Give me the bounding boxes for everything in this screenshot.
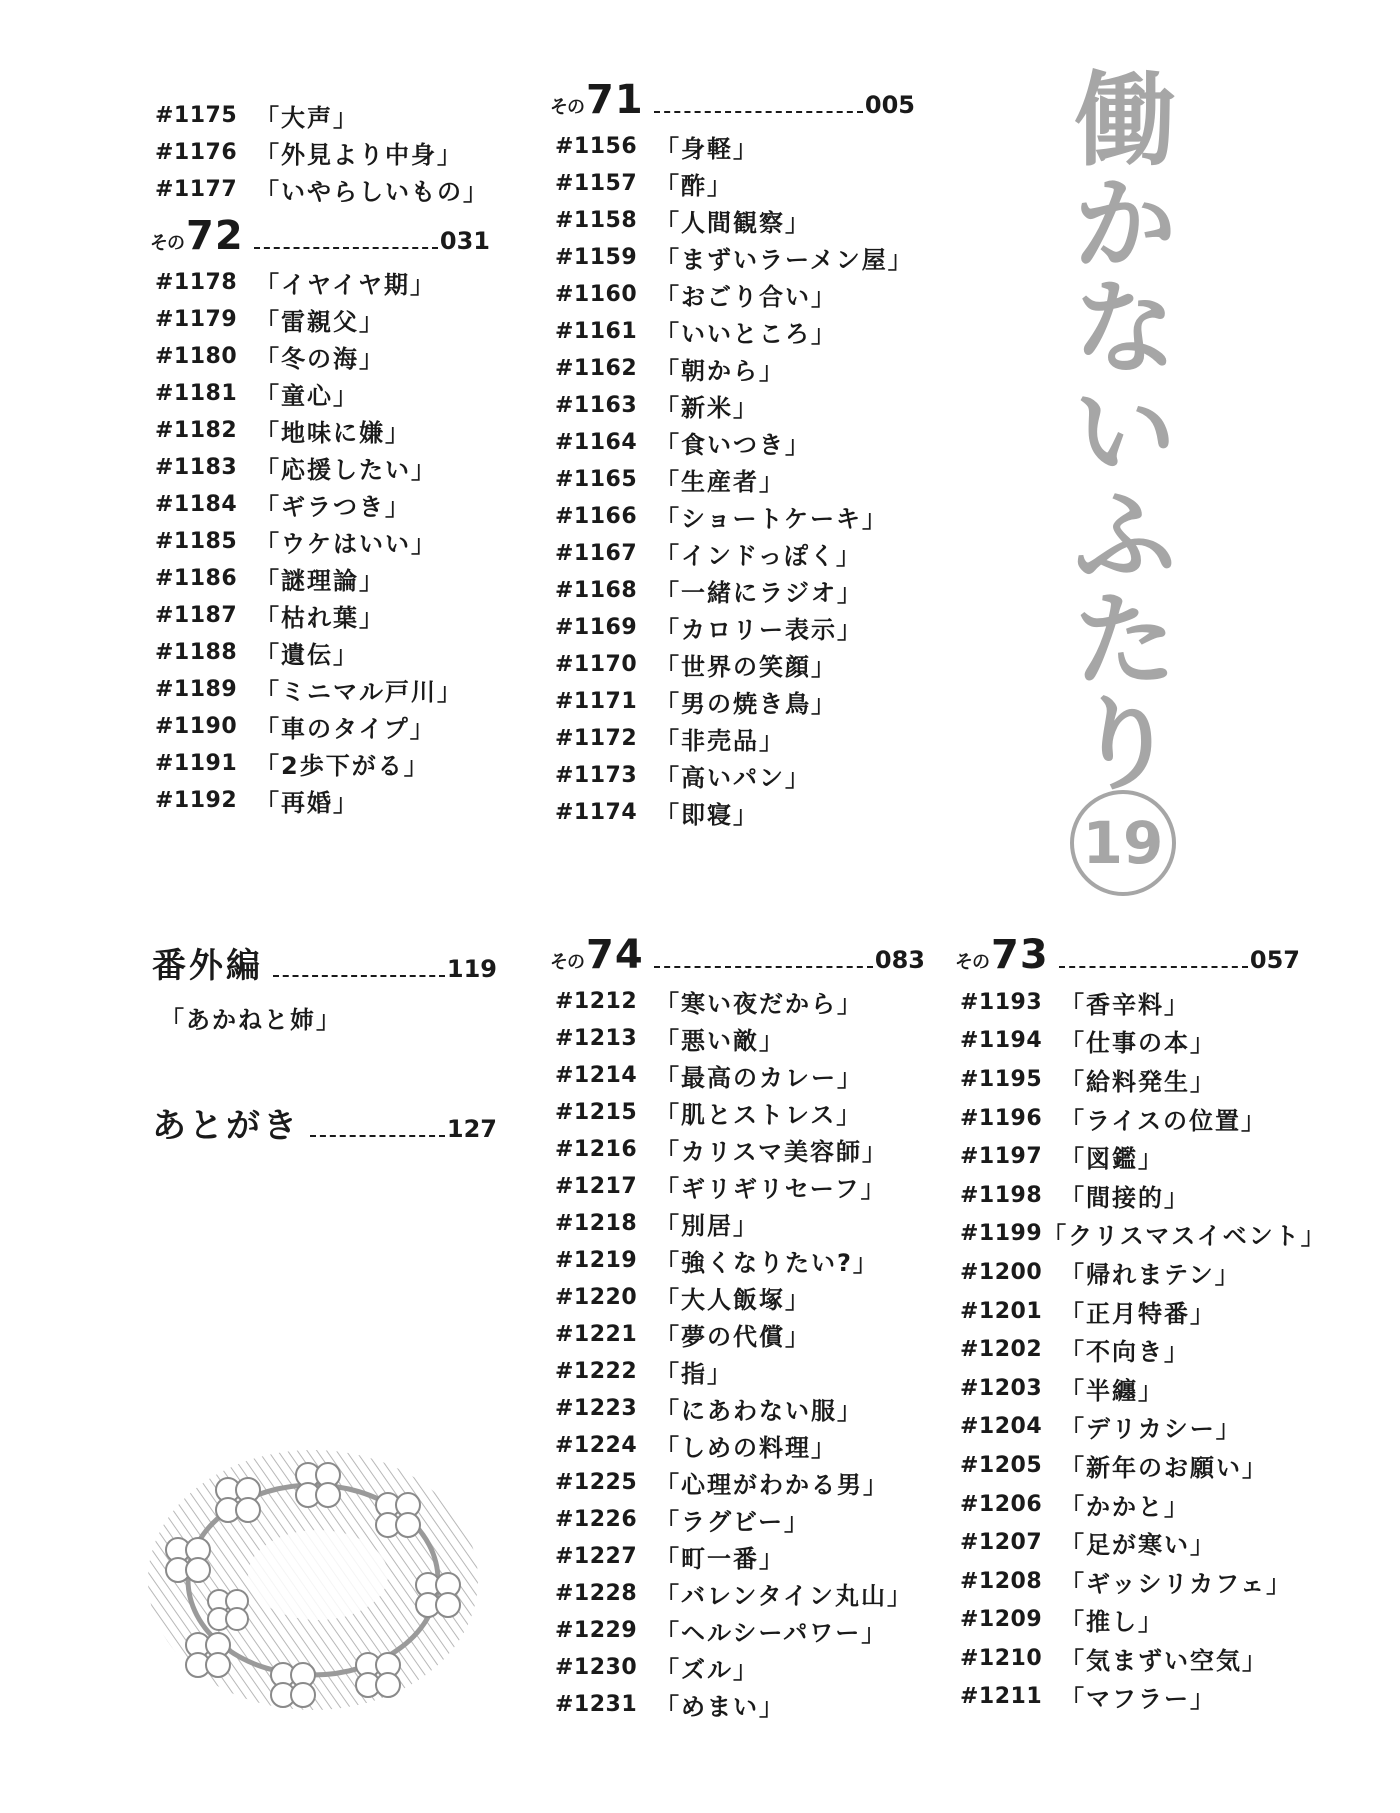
toc-entry[interactable] [960,1022,1300,1061]
toc-entry[interactable] [155,671,490,708]
episode-number: #1173 [555,763,638,788]
episode-number: #1225 [555,1470,638,1495]
episode-title: 「ギラつき」 [255,493,411,521]
episode-title: 「香辛料」 [1060,990,1190,1019]
episode-title: 「めまい」 [655,1693,785,1721]
title-char: な [1074,270,1176,389]
episode-number: #1194 [960,1028,1043,1054]
toc-entry[interactable] [555,794,915,831]
episode-title: 「ヘルシーパワー」 [655,1619,888,1647]
episode-number: #1229 [555,1618,638,1643]
episode-number: #1220 [555,1285,638,1310]
episode-number: #1182 [155,418,238,443]
episode-number: #1167 [555,541,638,566]
toc-entry[interactable] [555,498,915,535]
episode-number: #1224 [555,1433,638,1458]
episode-number: #1201 [960,1298,1043,1324]
toc-entry[interactable] [960,1176,1300,1215]
episode-title: 「バレンタイン丸山」 [655,1582,913,1610]
episode-number: #1211 [960,1684,1043,1710]
episode-number: #1204 [960,1414,1043,1440]
atogaki-label: あとがき [152,1106,300,1146]
section-header-72[interactable] [150,213,490,264]
episode-number: #1223 [555,1396,638,1421]
toc-entry[interactable] [555,757,915,794]
episode-number: #1156 [555,134,638,159]
episode-title: 「新米」 [655,394,759,422]
volume-badge [1070,790,1176,896]
toc-entry[interactable] [155,708,490,745]
leader-dots [654,966,873,968]
episode-title: 「クリスマスイベント」 [1042,1222,1327,1251]
episode-title: 「カリスマ美容師」 [655,1138,889,1166]
title-char: ふ [1074,478,1176,597]
leader-dots [654,111,863,113]
episode-number: #1176 [155,140,238,165]
episode-number: #1230 [555,1655,638,1680]
episode-title: 「インドっぽく」 [655,542,863,570]
episode-number: #1212 [555,989,638,1014]
section-header-71[interactable] [550,77,915,128]
episode-title: 「食いつき」 [655,431,811,459]
title-char: た [1074,582,1176,701]
title-char: か [1074,166,1176,285]
episode-title: 「ギッシリカフェ」 [1060,1569,1293,1598]
title-char: い [1074,374,1176,493]
episode-number: #1168 [555,578,638,603]
episode-list-s71 [555,128,915,831]
episode-number: #1210 [960,1645,1043,1671]
episode-number: #1183 [155,455,238,480]
episode-number: #1186 [155,566,238,591]
episode-title: 「世界の笑顔」 [655,653,837,681]
episode-title: 「身軽」 [655,135,759,163]
episode-title: 「ライスの位置」 [1060,1106,1268,1135]
episode-number: #1178 [155,270,238,295]
page-number: 057 [1249,946,1300,974]
episode-number: #1177 [155,177,238,202]
episode-number: #1159 [555,245,638,270]
episode-title: 「強くなりたい?」 [655,1249,879,1277]
episode-title: 「一緒にラジオ」 [655,579,863,607]
toc-entry[interactable] [155,338,490,375]
episode-title: 「別居」 [655,1212,759,1240]
episode-number: #1189 [155,677,238,702]
episode-number: #1200 [960,1259,1043,1285]
episode-title: 「間接的」 [1060,1183,1190,1212]
episode-title: 「カロリー表示」 [655,616,863,644]
episode-title: 「まずいラーメン屋」 [655,246,914,274]
section-number: 71 [586,77,644,123]
toc-entry[interactable] [155,301,490,338]
toc-entry[interactable] [555,1649,925,1686]
episode-title: 「肌とストレス」 [655,1101,863,1129]
toc-entry[interactable] [960,1330,1300,1369]
page-number: 083 [874,946,925,974]
toc-entry[interactable] [960,1137,1300,1176]
page-number: 031 [439,227,490,255]
episode-number: #1192 [155,788,238,813]
episode-number: #1203 [960,1375,1043,1401]
episode-number: #1161 [555,319,638,344]
episode-title: 「外見より中身」 [255,141,463,169]
toc-entry[interactable] [555,572,915,609]
toc-entry[interactable] [155,375,490,412]
toc-entry[interactable] [555,1575,925,1612]
toc-entry[interactable] [555,983,925,1020]
episode-title: 「気まずい空気」 [1060,1646,1268,1675]
toc-entry[interactable] [555,128,915,165]
leader-dots [1059,966,1248,968]
section-header-74[interactable] [550,932,925,983]
section-prefix: その [150,233,184,254]
episode-title: 「ズル」 [655,1656,759,1684]
episode-title: 「デリカシー」 [1060,1415,1242,1444]
episode-number: #1164 [555,430,638,455]
episode-title: 「応援したい」 [255,456,437,484]
atogaki-header[interactable] [152,1098,497,1147]
episode-title: 「ギリギリセーフ」 [655,1175,887,1203]
episode-title: 「推し」 [1060,1608,1164,1637]
toc-entry[interactable] [555,424,915,461]
episode-title: 「謎理論」 [255,567,385,595]
toc-column-left-top [150,97,490,819]
episode-number: #1184 [155,492,238,517]
episode-number: #1170 [555,652,638,677]
toc-entry[interactable] [555,165,915,202]
episode-number: #1202 [960,1337,1043,1363]
toc-entry[interactable] [960,1099,1300,1138]
leader-dots [310,1135,445,1137]
toc-column-middle-bottom [550,932,925,1723]
episode-number: #1208 [960,1568,1043,1594]
episode-title: 「いやらしいもの」 [255,178,489,206]
toc-entry[interactable] [155,560,490,597]
section-prefix: その [550,97,584,118]
episode-title: 「給料発生」 [1060,1067,1216,1096]
episode-number: #1195 [960,1066,1043,1092]
toc-entry[interactable] [555,1094,925,1131]
episode-number: #1191 [155,751,238,776]
episode-number: #1171 [555,689,638,714]
episode-title: 「車のタイプ」 [255,715,436,743]
toc-entry[interactable] [155,449,490,486]
episode-number: #1160 [555,282,638,307]
toc-entry[interactable] [555,276,915,313]
toc-entry[interactable] [960,1601,1300,1640]
episode-number: #1218 [555,1211,638,1236]
episode-title: 「悪い敵」 [655,1027,785,1055]
toc-entry[interactable] [555,387,915,424]
episode-title: 「地味に嫌」 [255,419,411,447]
page-number: 127 [446,1115,497,1143]
episode-number: #1231 [555,1692,638,1717]
bangai-header[interactable] [152,938,497,987]
episode-number: #1187 [155,603,238,628]
episode-title: 「2歩下がる」 [255,752,430,780]
toc-entry[interactable] [960,1639,1300,1678]
clover-wreath-illustration [128,1405,488,1725]
book-title-vertical [1055,62,1195,805]
episode-title: 「おごり合い」 [655,283,837,311]
toc-entry[interactable] [160,999,497,1036]
episode-number: #1214 [555,1063,638,1088]
toc-entry[interactable] [960,1060,1300,1099]
episode-title: 「即寝」 [655,801,759,829]
episode-number: #1174 [555,800,638,825]
toc-entry[interactable] [155,597,490,634]
toc-entry[interactable] [555,1501,925,1538]
episode-title: 「仕事の本」 [1060,1029,1216,1058]
episode-title: 「最高のカレー」 [655,1064,863,1092]
toc-entry[interactable] [960,1446,1300,1485]
episode-number: #1190 [155,714,238,739]
episode-title: 「童心」 [255,382,359,410]
episode-title: 「にあわない服」 [655,1397,863,1425]
page-number: 005 [864,91,915,119]
episode-title: 「枯れ葉」 [255,604,385,632]
episode-number: #1198 [960,1182,1043,1208]
episode-number: #1157 [555,171,638,196]
toc-entry[interactable] [960,1292,1300,1331]
episode-title: 「大人飯塚」 [655,1286,811,1314]
episode-title: 「イヤイヤ期」 [255,271,437,299]
toc-entry[interactable] [555,350,915,387]
episode-title: 「ミニマル戸川」 [255,678,463,706]
page-number: 119 [446,955,497,983]
episode-title: 「男の焼き鳥」 [655,690,837,718]
leader-dots [273,975,445,977]
toc-entry[interactable] [555,1427,925,1464]
episode-title: 「ウケはいい」 [255,530,437,558]
toc-entry[interactable] [155,264,490,301]
episode-number: #1196 [960,1105,1043,1131]
episode-number: #1166 [555,504,638,529]
toc-entry[interactable] [555,1242,925,1279]
episode-title: 「あかねと姉」 [160,1006,342,1034]
toc-entry[interactable] [555,313,915,350]
episode-title: 「指」 [655,1360,733,1388]
episode-title: 「しめの料理」 [655,1434,837,1462]
episode-number: #1197 [960,1144,1043,1170]
toc-entry[interactable] [555,1131,925,1168]
episode-title: 「足が寒い」 [1060,1531,1216,1560]
toc-entry[interactable] [555,683,915,720]
toc-entry[interactable] [960,1562,1300,1601]
episode-list-s73 [960,983,1327,1716]
episode-title: 「酢」 [655,172,733,200]
episode-title: 「高いパン」 [655,764,811,792]
episode-number: #1216 [555,1137,638,1162]
title-char: り [1074,686,1176,805]
toc-entry[interactable] [155,97,490,134]
toc-entry[interactable] [155,523,490,560]
toc-entry[interactable] [960,983,1300,1022]
toc-entry[interactable] [155,486,490,523]
episode-title: 「心理がわかる男」 [655,1471,889,1499]
episode-title: 「不向き」 [1060,1338,1190,1367]
episode-title: 「生産者」 [655,468,785,496]
episode-title: 「雷親父」 [255,308,385,336]
episode-title: 「ショートケーキ」 [655,505,889,533]
episode-list-s72 [155,264,490,819]
episode-title: 「図鑑」 [1060,1145,1164,1174]
episode-number: #1205 [960,1452,1043,1478]
toc-entry[interactable] [555,1464,925,1501]
toc-entry[interactable] [555,1538,925,1575]
toc-entry[interactable] [960,1369,1300,1408]
episode-number: #1181 [155,381,238,406]
episode-title: 「冬の海」 [255,345,385,373]
episode-number: #1175 [155,103,238,128]
episode-title: 「かかと」 [1060,1492,1190,1521]
toc-entry[interactable] [960,1253,1300,1292]
toc-entry[interactable] [155,782,490,819]
section-prefix: その [955,952,989,973]
episode-title: 「朝から」 [655,357,785,385]
section-header-73[interactable] [955,932,1300,983]
episode-number: #1169 [555,615,638,640]
episode-number: #1209 [960,1607,1043,1633]
toc-entry[interactable] [555,1612,925,1649]
episode-title: 「大声」 [255,104,359,132]
episode-number: #1185 [155,529,238,554]
episode-number: #1199 [960,1221,1043,1247]
episode-number: #1213 [555,1026,638,1051]
section-number: 72 [186,213,244,259]
episode-title: 「再婚」 [255,789,359,817]
section-number: 73 [991,932,1049,978]
episode-number: #1226 [555,1507,638,1532]
episode-number: #1165 [555,467,638,492]
toc-column-right-bottom [955,932,1327,1716]
episode-number: #1193 [960,989,1043,1015]
episode-title: 「町一番」 [655,1545,785,1573]
episode-title: 「半纏」 [1060,1376,1164,1405]
episode-list-s74 [555,983,925,1723]
episode-number: #1179 [155,307,238,332]
episode-number: #1206 [960,1491,1043,1517]
episode-number: #1221 [555,1322,638,1347]
episode-number: #1158 [555,208,638,233]
toc-entry[interactable] [960,1523,1300,1562]
toc-entry[interactable] [555,1205,925,1242]
toc-entry[interactable] [555,1279,925,1316]
episode-title: 「寒い夜だから」 [655,990,863,1018]
episode-number: #1162 [555,356,638,381]
toc-entry[interactable] [555,461,915,498]
episode-number: #1228 [555,1581,638,1606]
title-char: 働 [1074,62,1176,181]
toc-entry[interactable] [555,646,915,683]
episode-title: 「遺伝」 [255,641,359,669]
episode-number: #1222 [555,1359,638,1384]
episode-number: #1215 [555,1100,638,1125]
leader-dots [254,247,438,249]
toc-entry[interactable] [960,1485,1300,1524]
toc-entry[interactable] [555,1168,925,1205]
episode-title: 「非売品」 [655,727,785,755]
toc-entry[interactable] [960,1408,1300,1447]
toc-entry[interactable] [555,239,915,276]
toc-entry[interactable] [555,1316,925,1353]
toc-column-middle-top [550,77,915,831]
toc-entry[interactable] [155,634,490,671]
toc-entry[interactable] [555,1390,925,1427]
episode-number: #1217 [555,1174,638,1199]
toc-entry[interactable] [155,171,490,208]
toc-entry[interactable] [555,720,915,757]
toc-entry[interactable] [555,1686,925,1723]
episode-title: 「人間観察」 [655,209,811,237]
bangai-label: 番外編 [152,946,263,986]
episode-number: #1227 [555,1544,638,1569]
toc-entry[interactable] [555,1020,925,1057]
section-prefix: その [550,952,584,973]
toc-entry[interactable] [555,1353,925,1390]
toc-entry[interactable] [960,1678,1300,1717]
episode-title: 「新年のお願い」 [1060,1453,1268,1482]
episode-title: 「マフラー」 [1060,1685,1216,1714]
section-number: 74 [586,932,644,978]
episode-title: 「正月特番」 [1060,1299,1216,1328]
toc-entry[interactable] [155,412,490,449]
episode-number: #1207 [960,1530,1043,1556]
episode-list-s71-tail [155,97,490,208]
toc-entry[interactable] [960,1215,1327,1254]
episode-title: 「帰れまテン」 [1060,1260,1241,1289]
toc-column-left-bottom [152,938,497,1147]
episode-number: #1163 [555,393,638,418]
episode-title: 「いいところ」 [655,320,837,348]
toc-entry[interactable] [555,202,915,239]
episode-number: #1188 [155,640,238,665]
toc-entry[interactable] [555,609,915,646]
episode-number: #1180 [155,344,238,369]
episode-number: #1172 [555,726,638,751]
episode-number: #1219 [555,1248,638,1273]
volume-number: 19 [1082,809,1164,877]
episode-title: 「夢の代償」 [655,1323,811,1351]
toc-entry[interactable] [555,1057,925,1094]
toc-entry[interactable] [155,745,490,782]
toc-entry[interactable] [155,134,490,171]
toc-entry[interactable] [555,535,915,572]
episode-title: 「ラグビー」 [655,1508,811,1536]
